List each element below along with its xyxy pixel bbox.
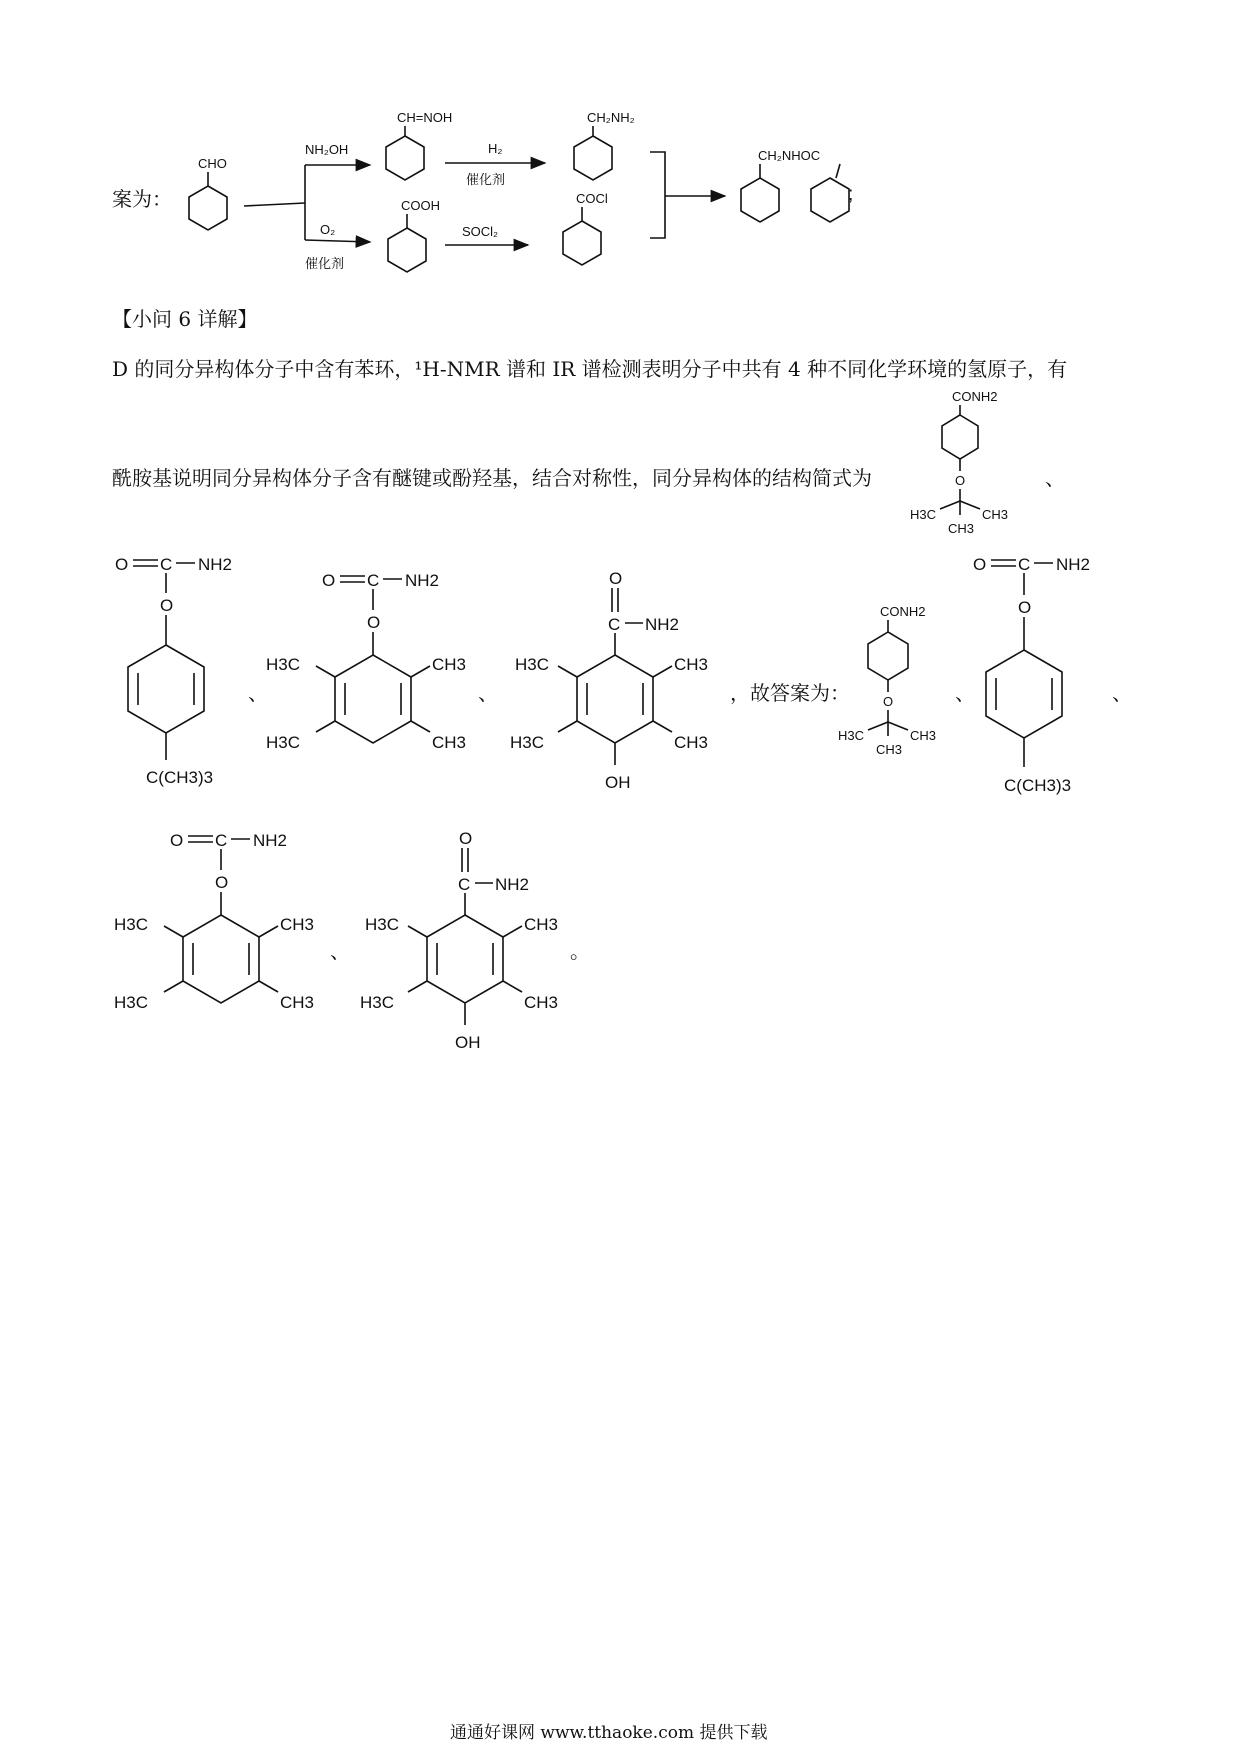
- svg-text:C: C: [1018, 555, 1031, 574]
- svg-text:CH3: CH3: [280, 993, 315, 1012]
- paragraph-line-1: D 的同分异构体分子中含有苯环，¹H-NMR 谱和 IR 谱检测表明分子中共有 4 种不同化学环境的氢原子，有: [112, 357, 1068, 381]
- svg-text:OH: OH: [455, 1033, 481, 1052]
- svg-text:H3C: H3C: [510, 733, 545, 752]
- svg-text:CH3: CH3: [674, 733, 709, 752]
- svg-text:C: C: [608, 615, 621, 634]
- svg-text:O: O: [367, 613, 381, 632]
- svg-text:CH3: CH3: [432, 733, 467, 752]
- svg-text:O: O: [322, 571, 336, 590]
- separator-c: 、: [478, 681, 498, 705]
- svg-text:CH₂NH₂: CH₂NH₂: [587, 110, 635, 125]
- svg-text:OH: OH: [605, 773, 631, 792]
- section-title: 【小问 6 详解】: [112, 307, 258, 331]
- answer-text: ，故答案为：: [730, 681, 850, 705]
- svg-text:CH3: CH3: [524, 915, 559, 934]
- svg-text:C: C: [160, 555, 173, 574]
- svg-text:NH2: NH2: [645, 615, 680, 634]
- svg-text:C: C: [215, 831, 228, 850]
- svg-text:O: O: [160, 596, 174, 615]
- svg-text:O: O: [115, 555, 129, 574]
- footer-text: 通通好课网 www.tthaoke.com 提供下载: [450, 1723, 768, 1743]
- svg-text:O: O: [955, 473, 966, 488]
- separator: 、: [1045, 466, 1065, 490]
- answer-prefix: 案为：: [112, 187, 172, 211]
- svg-text:O: O: [609, 569, 623, 588]
- svg-text:NH2: NH2: [405, 571, 440, 590]
- nh2oh-label: NH₂OH: [305, 142, 349, 157]
- h2-label: H₂: [488, 141, 503, 156]
- svg-text:CH₂NHOC: CH₂NHOC: [758, 148, 821, 163]
- o2-label: O₂: [320, 222, 336, 237]
- svg-text:O: O: [1018, 598, 1032, 617]
- svg-text:COOH: COOH: [401, 198, 440, 213]
- benzoic-acid-structure: [388, 198, 440, 272]
- svg-text:CH3: CH3: [524, 993, 559, 1012]
- paragraph-line-2: 酰胺基说明同分异构体分子含有醚键或酚羟基，结合对称性，同分异构体的结构简式为: [112, 466, 872, 490]
- svg-text:H3C: H3C: [266, 733, 301, 752]
- svg-text:COCl: COCl: [576, 191, 608, 206]
- separator-b: 、: [248, 681, 268, 705]
- svg-text:H3C: H3C: [266, 655, 301, 674]
- svg-text:CH=NOH: CH=NOH: [397, 110, 453, 125]
- svg-text:CONH2: CONH2: [952, 389, 998, 404]
- oxime-structure: [386, 110, 452, 180]
- period: 。: [570, 939, 590, 963]
- svg-text:C(CH3)3: C(CH3)3: [1004, 776, 1072, 795]
- svg-text:CH3: CH3: [674, 655, 709, 674]
- svg-text:CH3: CH3: [910, 728, 937, 743]
- svg-text:NH2: NH2: [253, 831, 288, 850]
- svg-text:O: O: [883, 694, 894, 709]
- catalyst-label: 催化剂: [305, 256, 345, 271]
- svg-text:H3C: H3C: [515, 655, 550, 674]
- product-amide-structure: [741, 148, 849, 222]
- structure-c-tetramethyl-carbamate: [266, 560, 490, 790]
- svg-text:C(CH3)3: C(CH3)3: [146, 768, 214, 787]
- catalyst-label-2: 催化剂: [466, 172, 506, 187]
- structure-h-hydroxy-benzamide: [355, 820, 585, 1060]
- separator-e: 、: [955, 681, 975, 705]
- cho-label: CHO: [198, 156, 227, 171]
- svg-text:O: O: [215, 873, 229, 892]
- svg-text:H3C: H3C: [910, 507, 937, 522]
- svg-text:CH3: CH3: [280, 915, 315, 934]
- structure-b-tbu-carbamate: [110, 545, 260, 805]
- structure-d-hydroxy-benzamide: [505, 560, 735, 800]
- svg-text:O: O: [973, 555, 987, 574]
- benzoyl-chloride-structure: [563, 191, 608, 265]
- svg-text:CH3: CH3: [982, 507, 1009, 522]
- reaction-scheme: [0, 0, 1240, 300]
- structure-f-tbu-carbamate: [968, 545, 1118, 815]
- svg-text:CONH2: CONH2: [880, 604, 926, 619]
- svg-text:H3C: H3C: [365, 915, 400, 934]
- svg-text:C: C: [458, 875, 471, 894]
- svg-text:H3C: H3C: [838, 728, 865, 743]
- svg-text:C: C: [367, 571, 380, 590]
- svg-text:CH3: CH3: [432, 655, 467, 674]
- svg-text:CH3: CH3: [948, 521, 975, 536]
- separator-g: 、: [330, 939, 350, 963]
- svg-text:O: O: [170, 831, 184, 850]
- svg-text:NH2: NH2: [495, 875, 530, 894]
- structure-a-tbu-ether-amide: [910, 385, 1050, 536]
- svg-text:H3C: H3C: [114, 915, 149, 934]
- svg-text:CH3: CH3: [876, 742, 903, 757]
- semicolon: ;: [848, 184, 854, 205]
- svg-text:NH2: NH2: [1056, 555, 1091, 574]
- svg-text:O: O: [459, 829, 473, 848]
- svg-text:H3C: H3C: [114, 993, 149, 1012]
- svg-text:H3C: H3C: [360, 993, 395, 1012]
- socl2-label: SOCl₂: [462, 224, 499, 239]
- benzaldehyde-structure: [189, 156, 227, 230]
- separator-f: 、: [1112, 681, 1132, 705]
- structure-g-tetramethyl-carbamate: [114, 820, 338, 1050]
- benzylamine-structure: [574, 110, 635, 180]
- svg-text:NH2: NH2: [198, 555, 233, 574]
